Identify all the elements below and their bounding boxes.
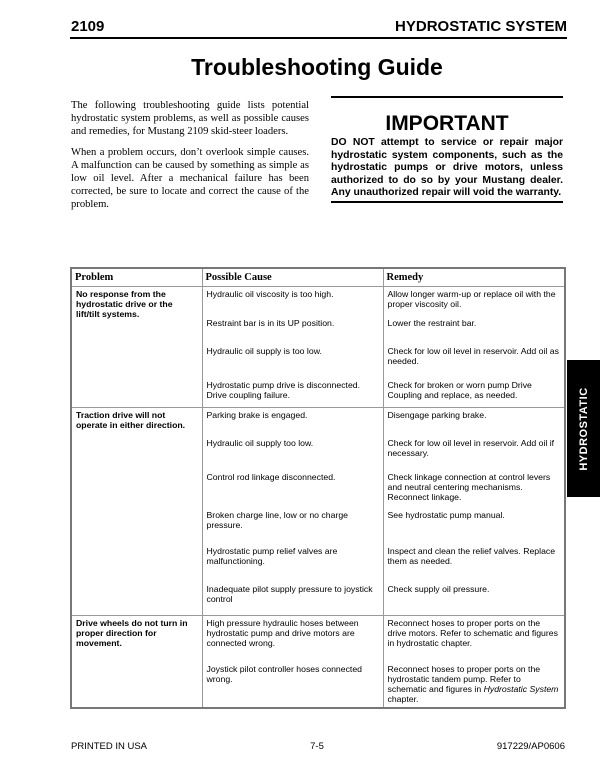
cause-cell: Broken charge line, low or no charge pressure.	[206, 510, 348, 530]
header-cause: Possible Cause	[202, 268, 383, 287]
remedy-cell: Lower the restraint bar.	[387, 318, 477, 328]
section-tab-label: HYDROSTATIC	[577, 386, 590, 471]
cause-cell: Joystick pilot controller hoses connected wrong.	[206, 664, 362, 684]
footer-printed: PRINTED IN USA	[71, 741, 148, 752]
section-tab	[567, 360, 600, 497]
intro-paragraph-2: When a problem occurs, don’t overlook simple causes. A malfunction can be caused by something as simple as low oil level. After a mechanical failure has been corrected, be sure to locate and correct the cause of the problem.	[71, 146, 309, 211]
remedy-text: Reconnect hoses to proper ports on the hydrostatic tandem pump. Refer to schematic and figures in	[387, 664, 541, 694]
footer-page-number: 7-5	[310, 741, 324, 752]
table-row	[71, 287, 565, 408]
remedy-cell: Check linkage connection at control levers and neutral centering mechanisms. Reconnect linkage.	[387, 472, 551, 502]
cause-cell: Parking brake is engaged.	[206, 410, 308, 420]
header-problem: Problem	[71, 268, 202, 287]
remedy-cell	[384, 662, 565, 706]
intro-paragraph-1: The following troubleshooting guide lists potential hydrostatic system problems, as well as possible causes and remedies, for Mustang 2109 skid-steer loaders.	[71, 100, 309, 138]
cause-cell: Hydraulic oil supply is too low.	[206, 346, 322, 356]
remedy-cell: Inspect and clean the relief valves. Replace them as needed.	[387, 546, 556, 566]
remedy-cell: Reconnect hoses to proper ports on the drive motors. Refer to schematic and figures in hydrostatic chapter.	[387, 618, 558, 648]
page-title: Troubleshooting Guide	[191, 54, 443, 80]
important-box	[331, 96, 563, 203]
cause-cell: Hydrostatic pump relief valves are malfunctioning.	[206, 546, 338, 566]
header-rule	[70, 37, 567, 39]
header-remedy: Remedy	[383, 268, 565, 287]
important-text: DO NOT attempt to service or repair major hydrostatic system components, such as the hydrostatic pumps or drive motors, unless authorized to do so by your Mustang dealer. Any unauthorized repair will void the warranty.	[331, 137, 563, 199]
footer-doc-number: 917229/AP0606	[496, 741, 565, 752]
table-row	[71, 616, 565, 708]
cause-cell: Restraint bar is in its UP position.	[206, 318, 335, 328]
table-row	[71, 408, 565, 616]
remedy-cell: See hydrostatic pump manual.	[387, 510, 505, 520]
remedy-cell: Check for low oil level in reservoir. Add oil as needed.	[387, 346, 559, 366]
chapter-reference: Hydrostatic System	[483, 684, 559, 694]
table-header-row	[71, 268, 565, 287]
remedy-cell: Check for low oil level in reservoir. Add oil if necessary.	[387, 438, 555, 458]
remedy-cell: Check supply oil pressure.	[387, 584, 490, 594]
cause-cell: Inadequate pilot supply pressure to joystick control	[206, 584, 373, 604]
problem-cell: Traction drive will not operate in either direction.	[76, 410, 186, 430]
header-section: HYDROSTATIC SYSTEM	[395, 18, 567, 35]
header-model: 2109	[71, 18, 105, 35]
cause-cell: Hydraulic oil viscosity is too high.	[206, 289, 334, 299]
remedy-cell: Disengage parking brake.	[387, 410, 487, 420]
cause-cell: Hydrostatic pump drive is disconnected. Drive coupling failure.	[206, 380, 361, 400]
cause-cell: Hydraulic oil supply too low.	[206, 438, 314, 448]
important-title: IMPORTANT	[385, 112, 509, 135]
troubleshooting-table	[70, 267, 566, 709]
remedy-text: chapter.	[387, 694, 419, 704]
problem-cell: Drive wheels do not turn in proper direction for movement.	[76, 618, 188, 648]
intro-text	[71, 99, 309, 219]
remedy-cell: Allow longer warm-up or replace oil with the proper viscosity oil.	[387, 289, 556, 309]
problem-cell: No response from the hydrostatic drive or the lift/tilt systems.	[76, 289, 173, 319]
remedy-cell: Check for broken or worn pump Drive Coupling and replace, as needed.	[387, 380, 532, 400]
cause-cell: Control rod linkage disconnected.	[206, 472, 336, 482]
cause-cell: High pressure hydraulic hoses between hydrostatic pump and drive motors are connected wrong.	[206, 618, 359, 648]
